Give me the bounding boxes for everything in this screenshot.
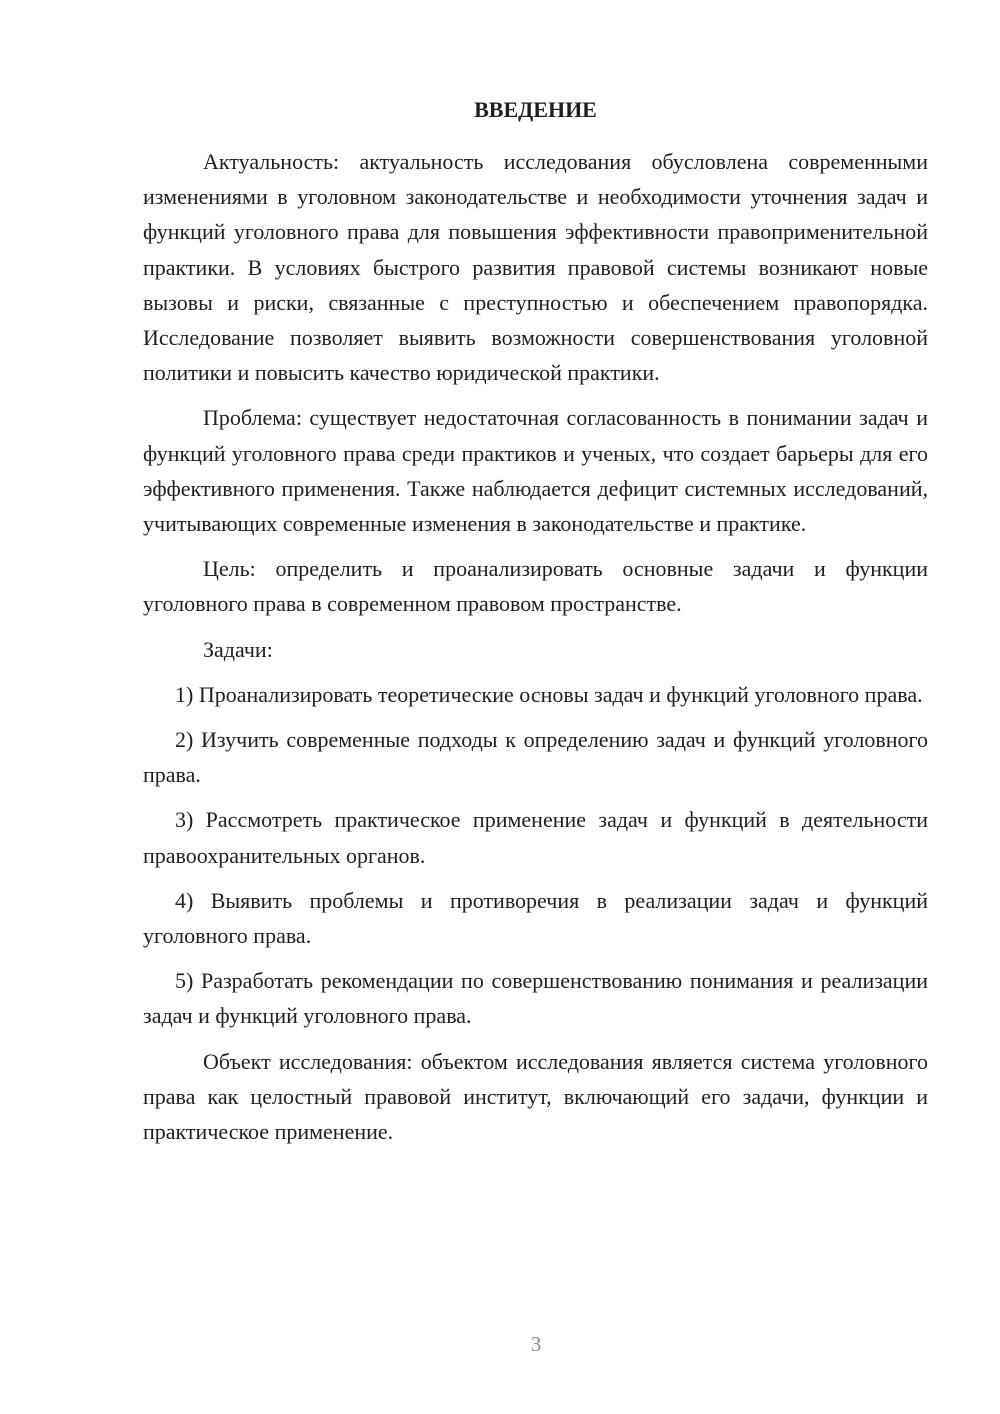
task-item-5: 5) Разработать рекомендации по совершенствованию понимания и реализации задач и функций уголовного права. [143, 968, 928, 1029]
task-item-2: 2) Изучить современные подходы к определению задач и функций уголовного права. [143, 727, 928, 788]
tasks-heading: Задачи: [203, 636, 273, 662]
paragraph-problem: Проблема: существует недостаточная согласованность в понимании задач и функций уголовного права среди практиков и ученых, что создает барьеры для его эффективного применения. Также наблюдается дефицит системных исследований, учитывающих современные изменения в законодательстве и практике. [143, 405, 928, 537]
paragraph-object: Объект исследования: объектом исследования является система уголовного права как целостный правовой институт, включающий его задачи, функции и практическое применение. [143, 1048, 928, 1145]
page-number: 3 [530, 1332, 542, 1356]
task-item-3: 3) Рассмотреть практическое применение задач и функций в деятельности правоохранительных органов. [143, 807, 928, 868]
task-item-1: 1) Проанализировать теоретические основы задач и функций уголовного права. [175, 681, 923, 707]
document-page [143, 92, 928, 1149]
paragraph-relevance: Актуальность: актуальность исследования обусловлена современными изменениями в уголовном законодательстве и необходимости уточнения задач и функций уголовного права для повышения эффективности правоприменительной практики. В условиях быстрого развития правовой системы возникают новые вызовы и риски, связанные с преступностью и обеспечением правопорядка. Исследование позволяет выявить возможности совершенствования уголовной политики и повысить качество юридической практики. [143, 149, 928, 386]
paragraph-goal: Цель: определить и проанализировать основные задачи и функции уголовного права в современном правовом пространстве. [143, 556, 928, 617]
section-title: ВВЕДЕНИЕ [474, 97, 597, 122]
task-item-4: 4) Выявить проблемы и противоречия в реализации задач и функций уголовного права. [143, 887, 928, 949]
